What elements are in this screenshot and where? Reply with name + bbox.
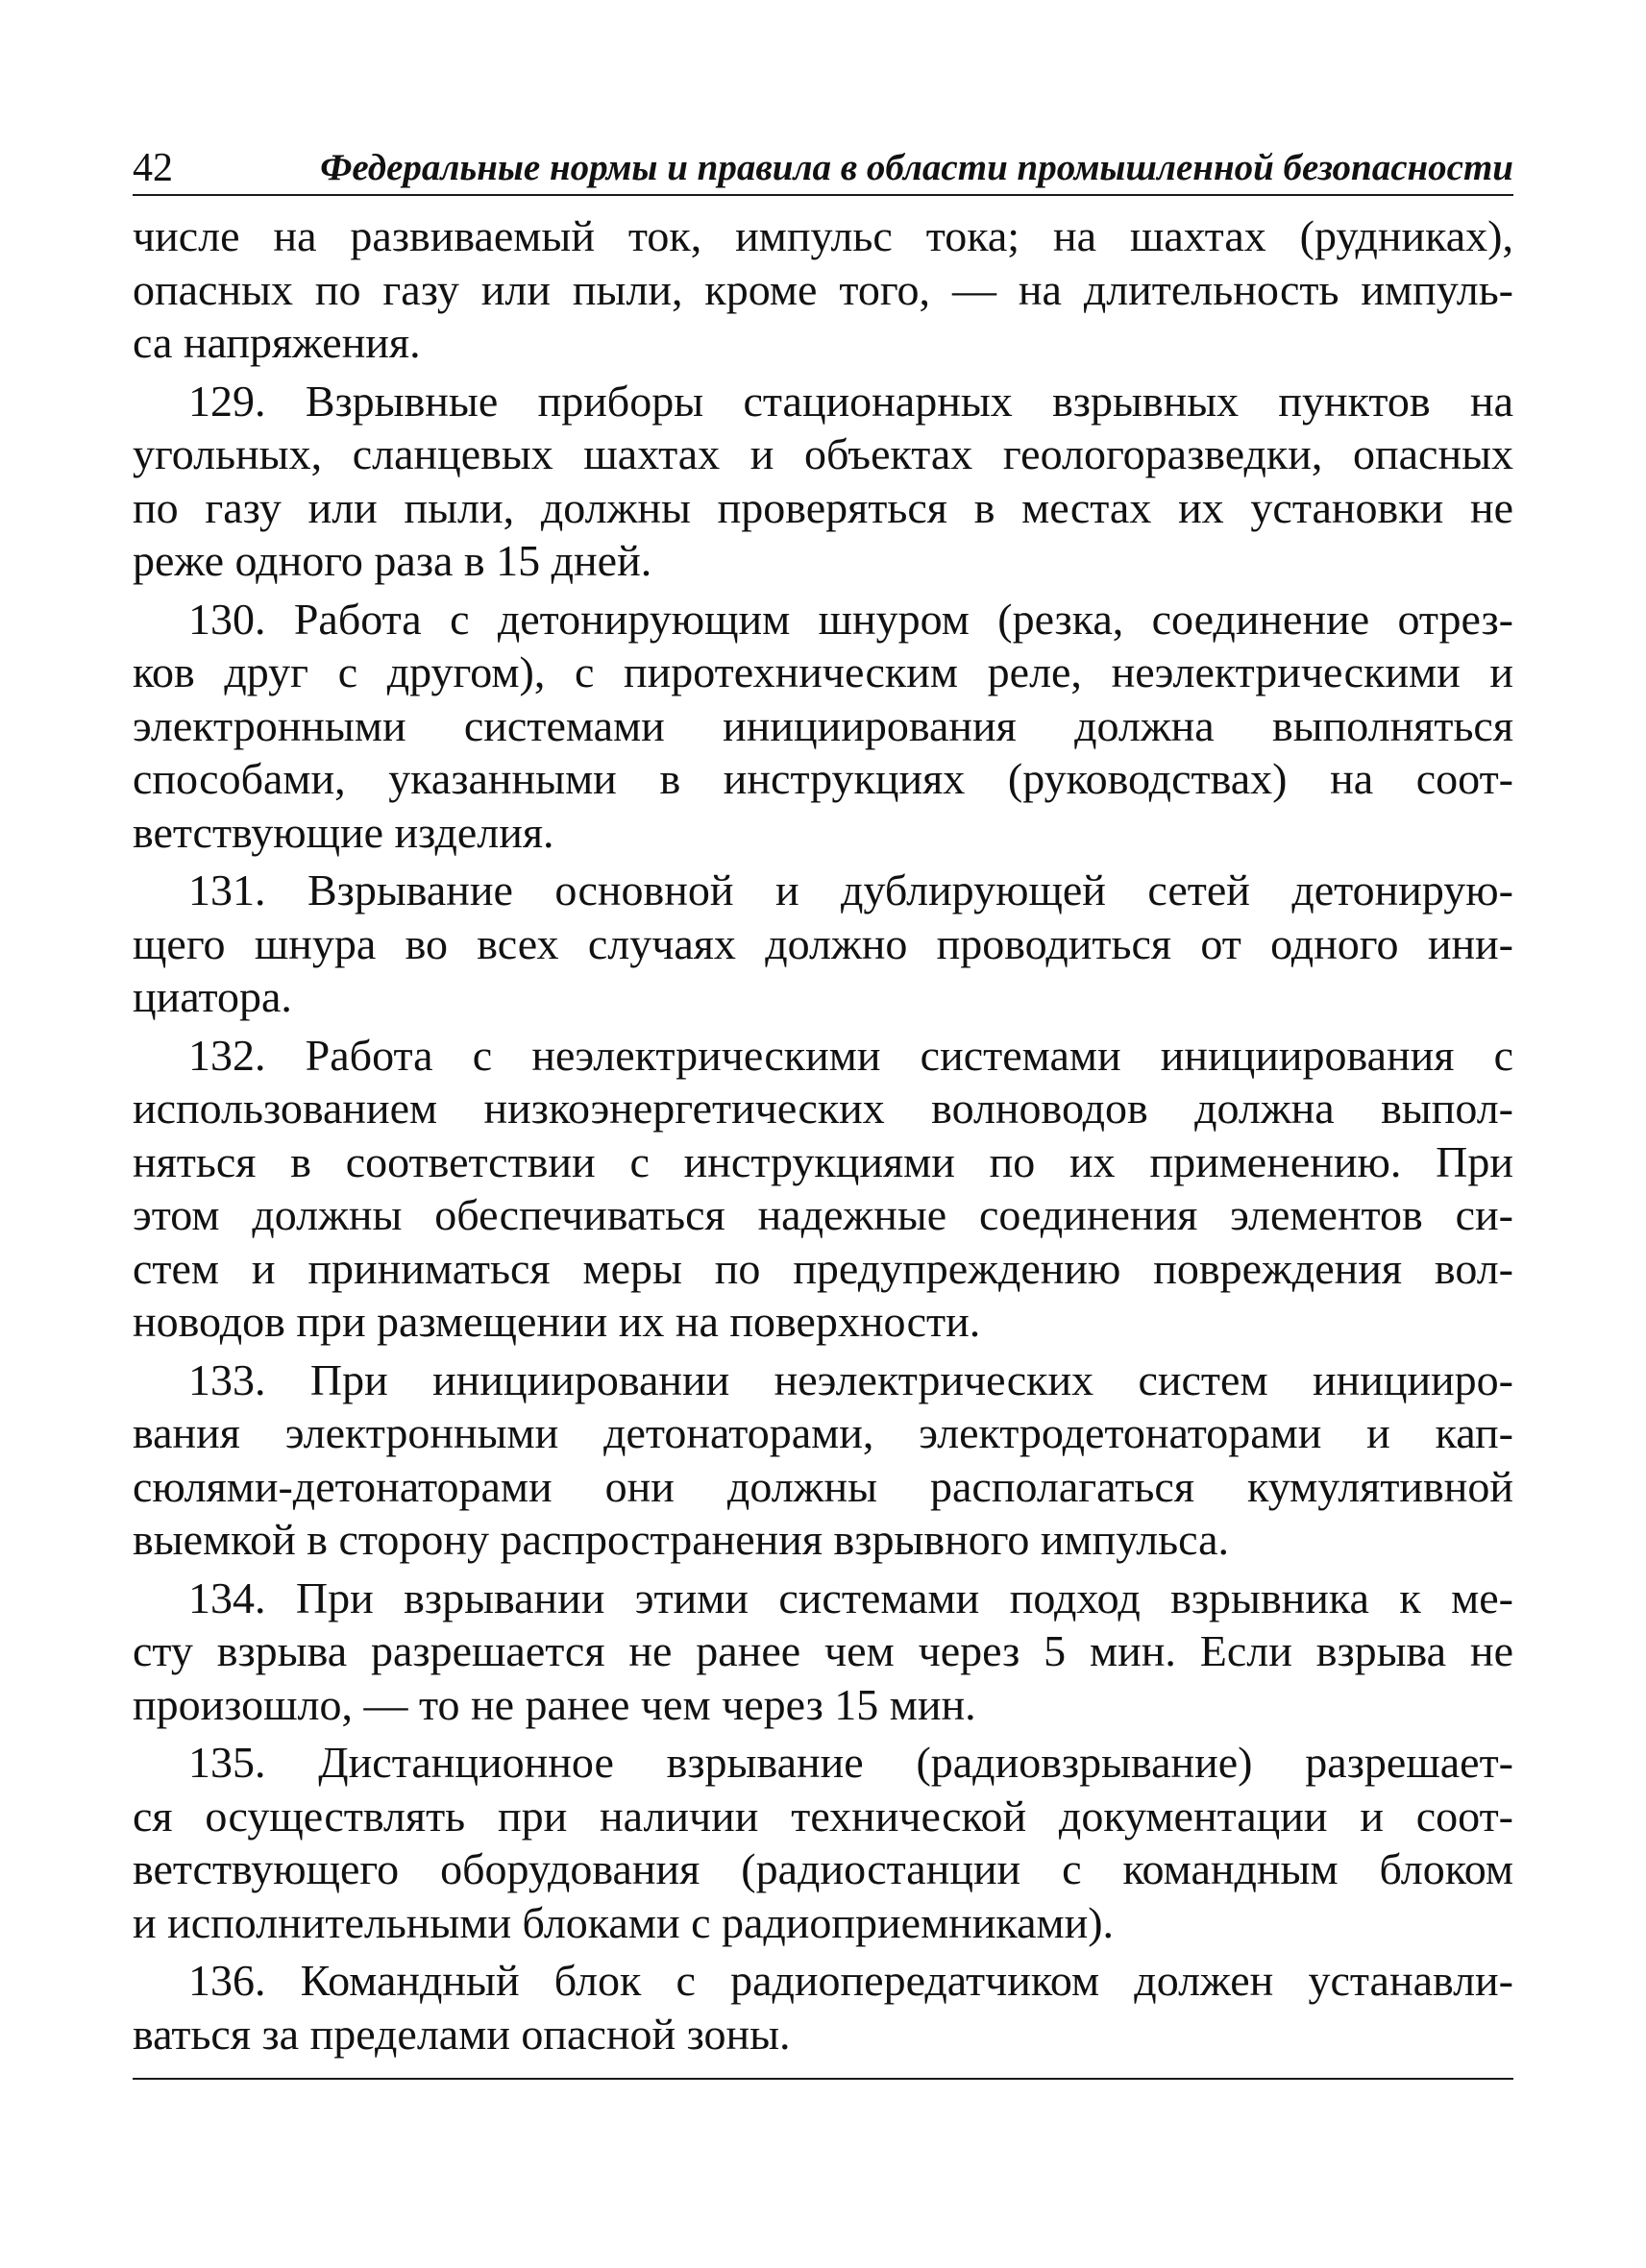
paragraph-132 xyxy=(133,1029,1513,1349)
paragraph-134 xyxy=(133,1572,1513,1732)
text-line: выемкой в сторону распространения взрывного импульса. xyxy=(133,1515,1230,1564)
text-line: 134. При взрывании этими системами подход взрывника к ме- xyxy=(188,1573,1513,1622)
text-line: 131. Взрывание основной и дублирующей сетей детонирую- xyxy=(188,866,1513,915)
header-title: Федеральные нормы и правила в области промышленной безопасности xyxy=(320,147,1513,188)
text-line: по газу или пыли, должны проверяться в местах их установки не xyxy=(133,482,1513,532)
text-line: са напряжения. xyxy=(133,318,421,367)
text-line: вания электронными детонаторами, электродетонаторами и кап- xyxy=(133,1408,1513,1457)
text-line: этом должны обеспечиваться надежные соединения элементов си- xyxy=(133,1190,1513,1239)
paragraph-135 xyxy=(133,1736,1513,1949)
text-line: стем и приниматься меры по предупреждению повреждения вол- xyxy=(133,1243,1513,1293)
paragraph-130 xyxy=(133,593,1513,860)
body-text xyxy=(133,209,1513,2065)
text-line: 130. Работа с детонирующим шнуром (резка, соединение отрез- xyxy=(188,594,1513,644)
paragraph-136 xyxy=(133,1954,1513,2061)
text-line: циатора. xyxy=(133,972,292,1021)
text-line: ветствующего оборудования (радиостанции с командным блоком xyxy=(133,1844,1513,1893)
text-line: ветствующие изделия. xyxy=(133,807,554,857)
paragraph-129 xyxy=(133,375,1513,588)
text-line: 133. При инициировании неэлектрических систем иницииро- xyxy=(188,1354,1513,1404)
text-line: произошло, — то не ранее чем через 15 мин. xyxy=(133,1679,976,1729)
text-line: 132. Работа с неэлектрическими системами инициирования с xyxy=(188,1030,1513,1080)
text-line: щего шнура во всех случаях должно проводиться от одного ини- xyxy=(133,918,1513,968)
bottom-rule xyxy=(133,2078,1513,2080)
text-line: числе на развиваемый ток, импульс тока; на шахтах (рудниках), xyxy=(133,211,1513,260)
text-line: использованием низкоэнергетических волноводов должна выпол- xyxy=(133,1084,1513,1133)
text-line: ков друг с другом), с пиротехническим реле, неэлектрическими и xyxy=(133,647,1513,696)
text-line: 136. Командный блок с радиопередатчиком должен устанавли- xyxy=(188,1956,1513,2005)
text-line: реже одного раза в 15 дней. xyxy=(133,536,652,585)
text-line: сту взрыва разрешается не ранее чем через 5 мин. Если взрыва не xyxy=(133,1626,1513,1675)
text-line: новодов при размещении их на поверхности. xyxy=(133,1297,981,1346)
text-line: 135. Дистанционное взрывание (радиовзрывание) разрешает- xyxy=(188,1738,1513,1787)
page-number: 42 xyxy=(133,146,173,190)
running-header xyxy=(133,142,1513,196)
text-line: 129. Взрывные приборы стационарных взрывных пунктов на xyxy=(188,376,1513,426)
text-line: способами, указанными в инструкциях (руководствах) на соот- xyxy=(133,754,1513,803)
paragraph-133 xyxy=(133,1353,1513,1567)
text-line: опасных по газу или пыли, кроме того, — на длительность импуль- xyxy=(133,264,1513,314)
text-line: няться в соответствии с инструкциями по их применению. При xyxy=(133,1136,1513,1186)
text-line: электронными системами инициирования должна выполняться xyxy=(133,700,1513,750)
text-line: угольных, сланцевых шахтах и объектах геологоразведки, опасных xyxy=(133,429,1513,478)
paragraph-continuation xyxy=(133,209,1513,370)
text-line: ваться за пределами опасной зоны. xyxy=(133,2009,791,2059)
text-line: ся осуществлять при наличии технической документации и соот- xyxy=(133,1791,1513,1841)
paragraph-131 xyxy=(133,864,1513,1024)
text-line: и исполнительными блоками с радиоприемниками). xyxy=(133,1897,1115,1947)
text-line: сюлями-детонаторами они должны располагаться кумулятивной xyxy=(133,1461,1513,1511)
